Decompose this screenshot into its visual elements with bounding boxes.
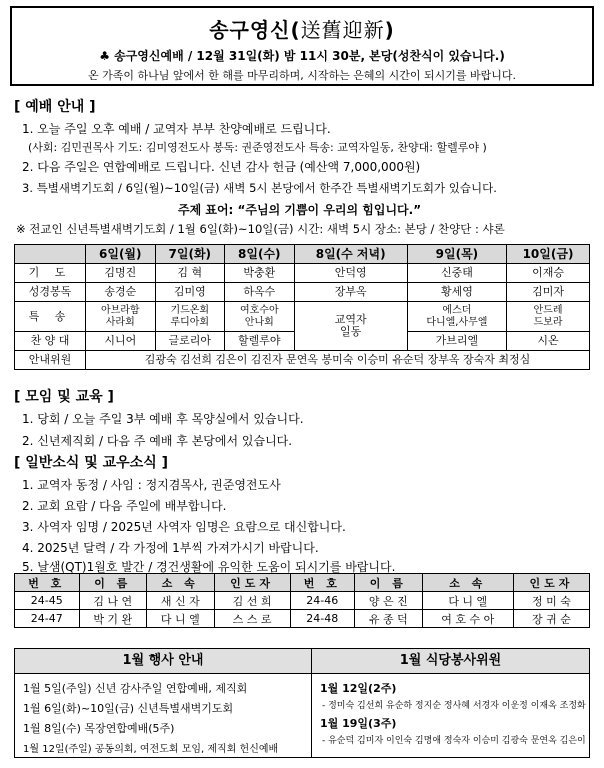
table-cell: 새 신 자 xyxy=(147,592,215,610)
schedule-cell: 교역자 일동 xyxy=(294,302,407,351)
news-line-4: 4. 2025년 달력 / 각 가정에 1부씩 가져가시기 바랍니다. xyxy=(22,541,319,555)
event-item: 1월 5일(주일) 신년 감사주일 연합예배, 제직회 xyxy=(23,682,248,695)
table-cell: 24-46 xyxy=(290,592,355,610)
schedule-cell: 김미영 xyxy=(155,283,225,302)
worship-section-title: [ 예배 안내 ] xyxy=(14,99,96,115)
col-header: 소 속 xyxy=(147,574,215,592)
table-row xyxy=(15,610,590,628)
event-item: 1월 6일(화)~10일(금) 신년특별새벽기도회 xyxy=(23,702,234,715)
corner-cell xyxy=(15,245,86,264)
schedule-cell: 할렐루야 xyxy=(225,332,295,351)
volunteers-panel xyxy=(312,649,589,757)
news-section-title: [ 일반소식 및 교우소식 ] xyxy=(14,455,169,471)
week-label: 1월 19일(3주) xyxy=(320,717,397,730)
table-cell: 양 은 진 xyxy=(355,592,423,610)
news-line-5: 5. 날샘(QT)1월호 발간 / 경건생활에 유익한 도움이 되시기를 바랍니다. xyxy=(22,560,396,574)
schedule-cell: 김명진 xyxy=(86,264,156,283)
table-row xyxy=(15,592,590,610)
table-cell: 장 귀 순 xyxy=(513,610,589,628)
bottom-info-box xyxy=(14,648,590,758)
events-title: 1월 행사 안내 xyxy=(15,649,311,674)
service-subtitle: ♣ 송구영신예배 / 12월 31일(화) 밤 11시 30분, 본당(성찬식이 있습니다.) xyxy=(99,49,505,63)
col-header: 인도자 xyxy=(513,574,589,592)
row-label: 기 도 xyxy=(15,264,86,283)
table-cell: 다 니 엘 xyxy=(422,592,513,610)
schedule-cell: 에스더 다니엘,사무엘 xyxy=(407,302,506,332)
col-header: 이 름 xyxy=(79,574,147,592)
schedule-cell: 시온 xyxy=(507,332,590,351)
worship-line-5: ※ 전교인 신년특별새벽기도회 / 1월 6일(화)~10일(금) 시간: 새벽 5시 장소: 본당 / 찬양단 : 샤론 xyxy=(16,222,505,236)
news-line-1: 1. 교역자 동정 / 사임 : 정지겸목사, 권준영전도사 xyxy=(22,478,281,492)
day-header: 7일(화) xyxy=(155,245,225,264)
table-cell: 24-48 xyxy=(290,610,355,628)
news-line-3: 3. 사역자 임명 / 2025년 사역자 임명은 요람으로 대신합니다. xyxy=(22,520,346,534)
day-header: 9일(목) xyxy=(407,245,506,264)
schedule-cell: 시니어 xyxy=(86,332,156,351)
schedule-cell: 장부옥 xyxy=(294,283,407,302)
col-header: 인도자 xyxy=(214,574,290,592)
day-header: 8일(수 저녁) xyxy=(294,245,407,264)
schedule-cell: 신중태 xyxy=(407,264,506,283)
schedule-cell: 여호수아 안나회 xyxy=(225,302,295,332)
worship-line-2: 2. 다음 주일은 연합예배로 드립니다. 신년 감사 헌금 (예산액 7,000,000원) xyxy=(22,160,421,174)
day-header: 6일(월) xyxy=(86,245,156,264)
table-cell: 24-47 xyxy=(15,610,80,628)
page-title: 송구영신(送舊迎新) xyxy=(209,18,395,42)
schedule-cell: 송경순 xyxy=(86,283,156,302)
table-cell: 김 나 연 xyxy=(79,592,147,610)
row-label: 안내위원 xyxy=(15,351,86,370)
schedule-cell: 황세영 xyxy=(407,283,506,302)
table-cell: 24-45 xyxy=(15,592,80,610)
table-cell: 유 종 덕 xyxy=(355,610,423,628)
schedule-cell: 김미자 xyxy=(507,283,590,302)
col-header: 소 속 xyxy=(422,574,513,592)
schedule-cell: 김 혁 xyxy=(155,264,225,283)
table-cell: 다 니 엘 xyxy=(147,610,215,628)
events-panel xyxy=(15,649,312,757)
volunteer-names: - 정미숙 김선희 유순하 정지순 정사혜 서경자 이운정 이재옥 조정화 xyxy=(322,701,586,711)
news-line-2: 2. 교회 요람 / 다음 주일에 배부합니다. xyxy=(22,499,227,513)
day-header: 10일(금) xyxy=(507,245,590,264)
table-cell: 여 호 수 아 xyxy=(422,610,513,628)
volunteers-title: 1월 식당봉사위원 xyxy=(312,649,589,674)
volunteer-names: - 유순덕 김미자 이인숙 김명애 정숙자 이승미 김광숙 문연옥 김은이 xyxy=(322,736,586,746)
schedule-cell: 박충환 xyxy=(225,264,295,283)
meeting-line-2: 2. 신년제직회 / 다음 주 예배 후 본당에서 있습니다. xyxy=(22,434,293,448)
event-item: 1월 8일(수) 목장연합예배(5주) xyxy=(23,722,175,735)
table-cell: 정 미 숙 xyxy=(513,592,589,610)
header-box xyxy=(10,6,594,86)
week-label: 1월 12일(2주) xyxy=(320,682,397,695)
schedule-cell: 이재승 xyxy=(507,264,590,283)
row-label: 성경봉독 xyxy=(15,283,86,302)
guide-names: 김광숙 김선희 김은이 김진자 문연옥 봉미숙 이승미 유순덕 장부옥 장숙자 최정심 xyxy=(86,351,590,370)
row-label: 찬 양 대 xyxy=(15,332,86,351)
col-header: 이 름 xyxy=(355,574,423,592)
schedule-cell: 글로리아 xyxy=(155,332,225,351)
col-header: 번 호 xyxy=(290,574,355,592)
meeting-line-1: 1. 당회 / 오늘 주일 3부 예배 후 목양실에서 있습니다. xyxy=(22,412,304,426)
schedule-cell: 가브리엘 xyxy=(407,332,506,351)
prayer-schedule-table xyxy=(14,244,590,370)
table-cell: 박 기 완 xyxy=(79,610,147,628)
worship-line-1b: (사회: 김민권목사 기도: 김미영전도사 봉독: 권준영전도사 특송: 교역자일동, 찬양대: 할렐루야 ) xyxy=(28,141,487,154)
schedule-cell: 안덕영 xyxy=(294,264,407,283)
col-header: 번 호 xyxy=(15,574,80,592)
newcomer-table xyxy=(14,573,590,628)
schedule-cell: 안드레 드보라 xyxy=(507,302,590,332)
schedule-cell: 아브라함 사라회 xyxy=(86,302,156,332)
meeting-section-title: [ 모임 및 교육 ] xyxy=(14,389,114,405)
table-cell: 스 스 로 xyxy=(214,610,290,628)
row-label: 특 송 xyxy=(15,302,86,332)
service-description: 온 가족이 하나님 앞에서 한 해를 마무리하며, 시작하는 은혜의 시간이 되시기를 바랍니다. xyxy=(88,69,516,82)
worship-theme: 주제 표어: “주님의 기쁨이 우리의 힘입니다.” xyxy=(178,203,422,217)
schedule-cell: 기드온회 루디아회 xyxy=(155,302,225,332)
table-cell: 김 선 희 xyxy=(214,592,290,610)
event-item: 1월 12일(주일) 공동의회, 여전도회 모임, 제직회 헌신예배 xyxy=(23,744,279,755)
worship-line-1: 1. 오늘 주일 오후 예배 / 교역자 부부 찬양예배로 드립니다. xyxy=(22,122,331,136)
day-header: 8일(수) xyxy=(225,245,295,264)
schedule-cell: 하옥수 xyxy=(225,283,295,302)
worship-line-3: 3. 특별새벽기도회 / 6일(월)~10일(금) 새벽 5시 본당에서 한주간 특별새벽기도회가 있습니다. xyxy=(22,181,497,195)
